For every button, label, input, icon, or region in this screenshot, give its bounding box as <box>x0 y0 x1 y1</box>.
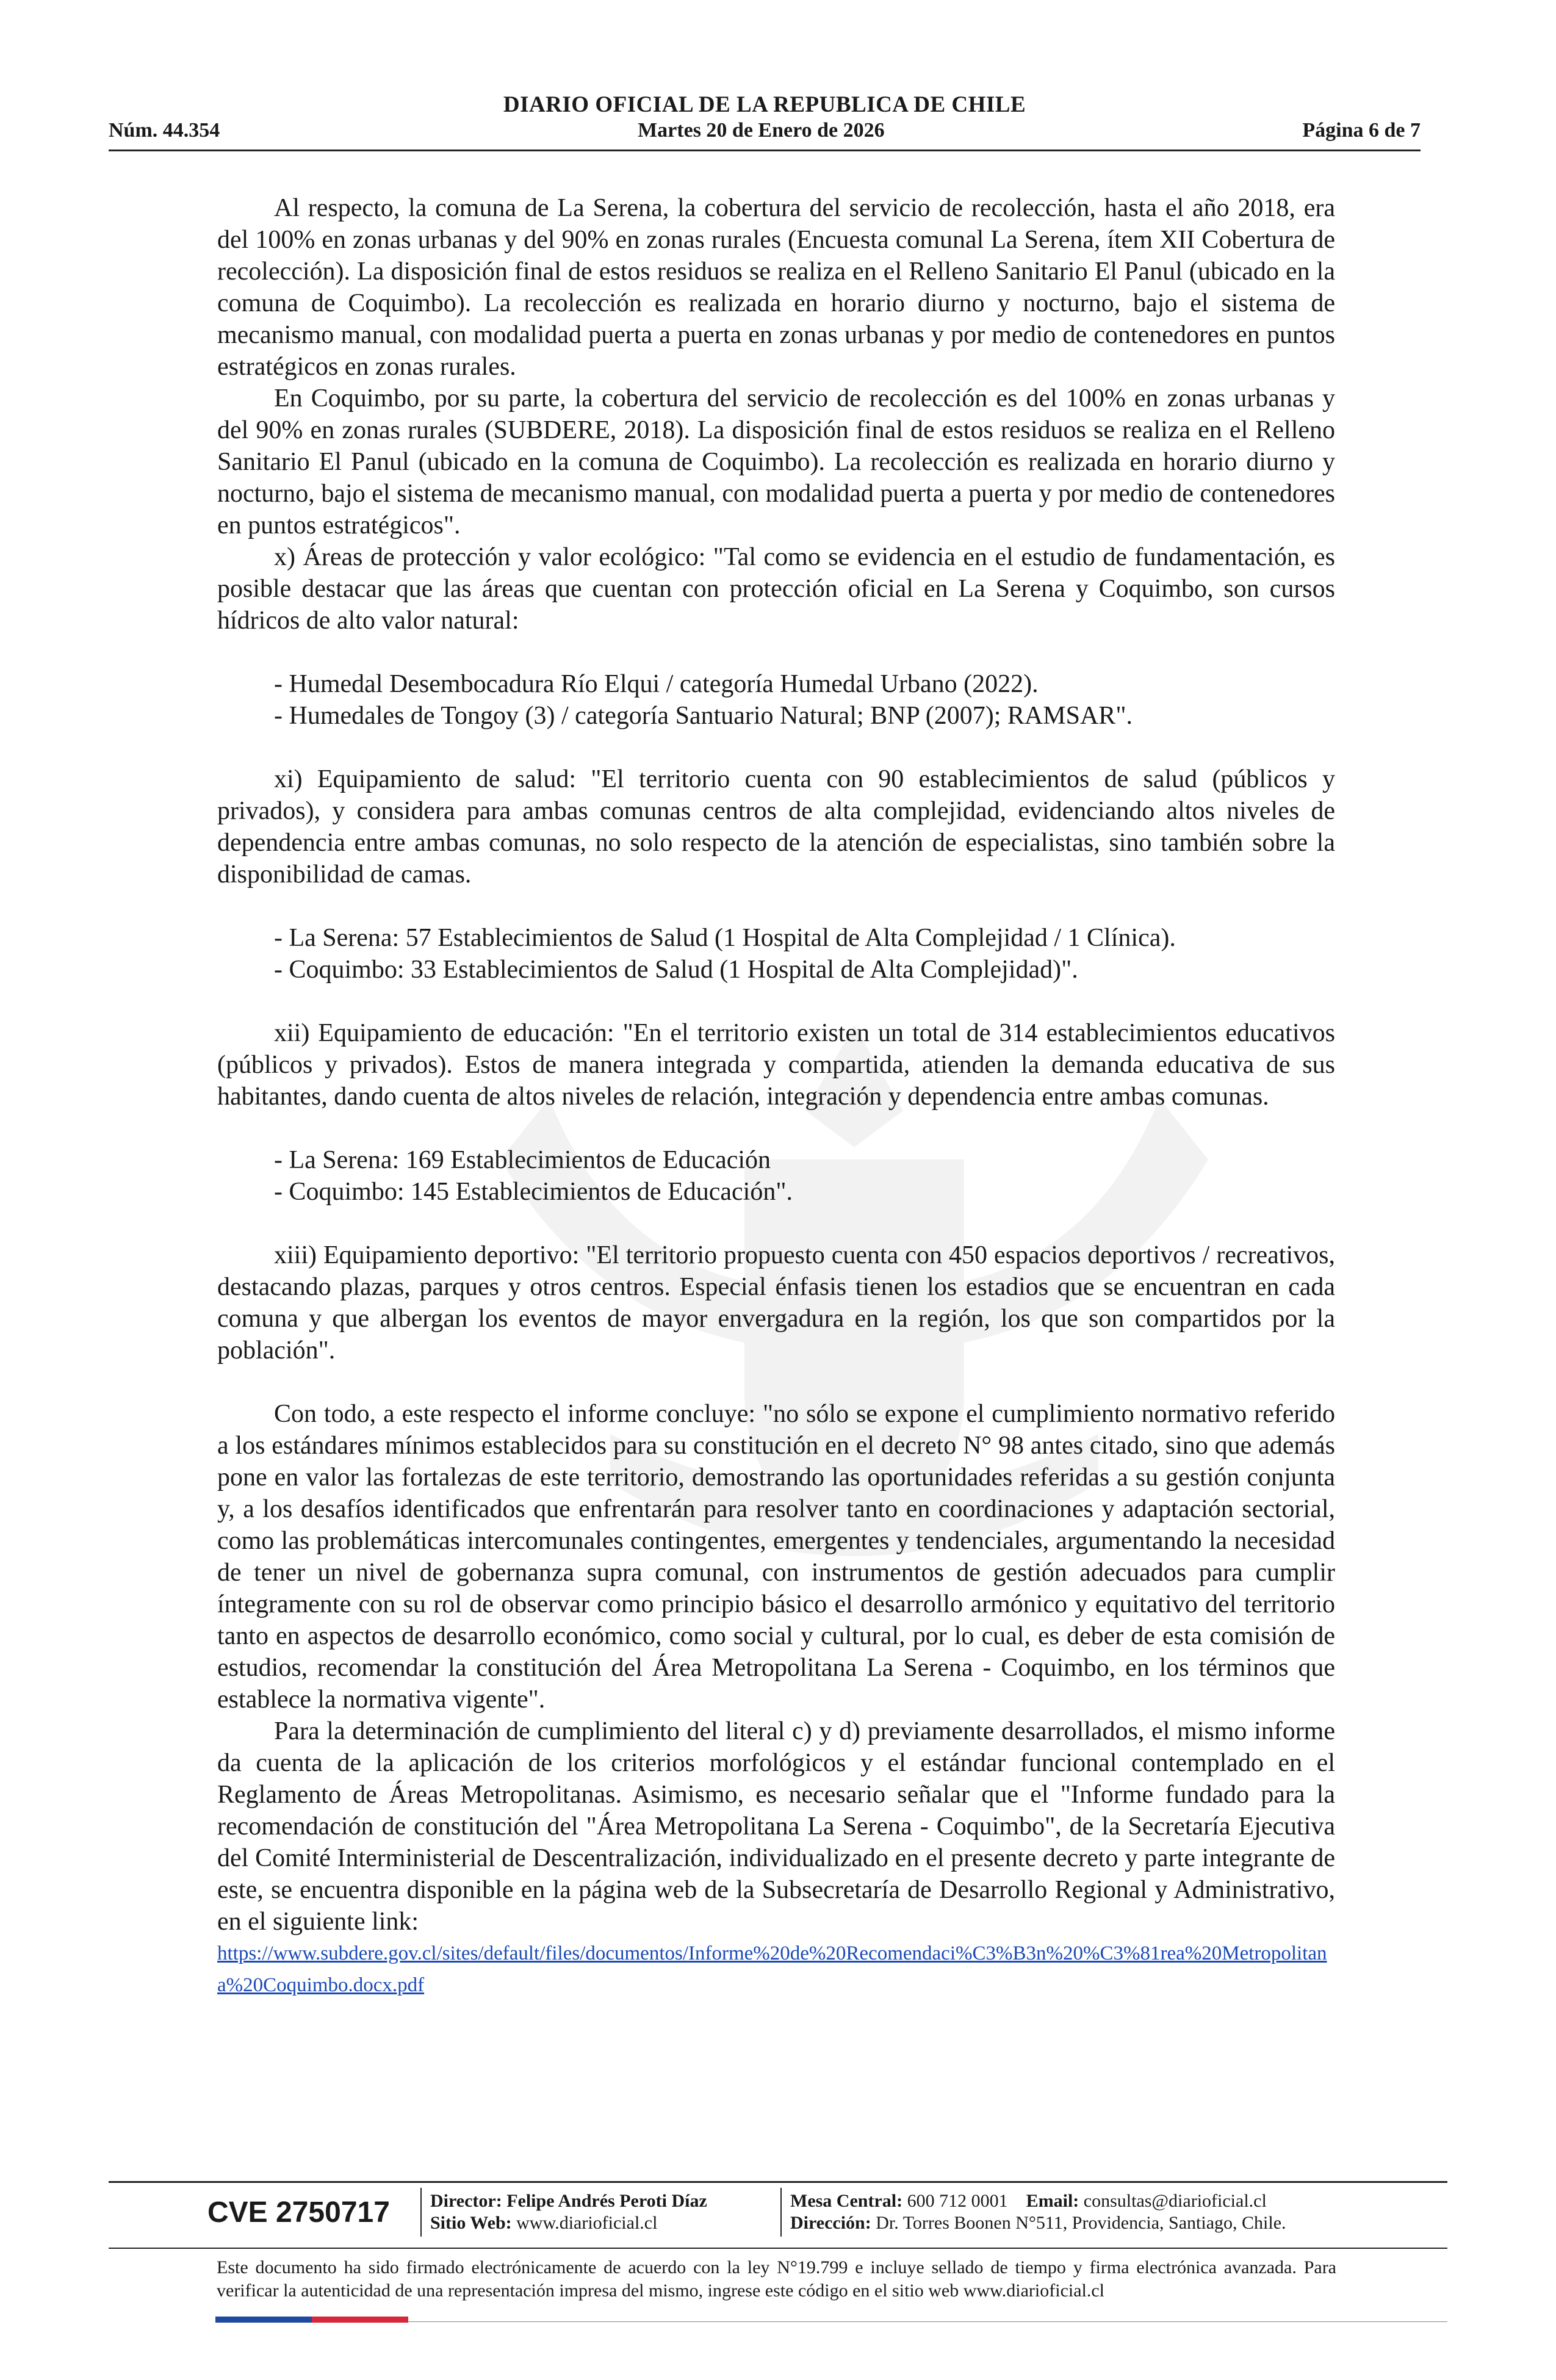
page-number: Página 6 de 7 <box>1302 119 1421 142</box>
footer-contact-block <box>790 2190 1447 2234</box>
footer-director-block <box>430 2190 772 2234</box>
email-address[interactable]: consultas@diarioficial.cl <box>1083 2191 1267 2211</box>
site-label: Sitio Web: <box>430 2213 512 2233</box>
footer-separator <box>420 2188 422 2237</box>
cve-code: CVE 2750717 <box>207 2196 390 2229</box>
director-name: Felipe Andrés Peroti Díaz <box>506 2191 707 2211</box>
paragraph: En Coquimbo, por su parte, la cobertura del servicio de recolección es del 100% en zonas urbanas y del 90% en zonas rurales (SUBDERE, 2018). La disposición final de estos residuos se realiza en el Relleno Sanitario El Panul (ubicado en la comuna de Coquimbo). La recolección es realizada en horario diurno y nocturno, bajo el sistema de mecanismo manual, con modalidad puerta a puerta y por medio de contenedores en puntos estratégicos". <box>217 384 1335 539</box>
header-divider <box>109 150 1421 151</box>
list-item: - Coquimbo: 145 Establecimientos de Educación". <box>274 1178 793 1206</box>
mesa-phone: 600 712 0001 <box>907 2191 1008 2211</box>
list-item: - La Serena: 169 Establecimientos de Educación <box>274 1146 771 1174</box>
list-item: - La Serena: 57 Establecimientos de Salud (1 Hospital de Alta Complejidad / 1 Clínica). <box>274 924 1176 952</box>
list-item: - Coquimbo: 33 Establecimientos de Salud (1 Hospital de Alta Complejidad)". <box>274 956 1078 984</box>
paragraph: Al respecto, la comuna de La Serena, la cobertura del servicio de recolección, hasta el año 2018, era del 100% en zonas urbanas y del 90% en zonas rurales (Encuesta comunal La Serena, ítem XII Cobertura de recolección). La disposición final de estos residuos se realiza en el Relleno Sanitario El Panul (ubicado en la comuna de Coquimbo). La recolección es realizada en horario diurno y nocturno, bajo el sistema de mecanismo manual, con modalidad puerta a puerta en zonas urbanas y por medio de contenedores en puntos estratégicos en zonas rurales. <box>217 194 1335 381</box>
report-link[interactable]: https://www.subdere.gov.cl/sites/default/files/documentos/Informe%20de%20Recomendaci%C3%B3n%20%C3%81rea%20Metropolitana%20Coquimbo.docx.pdf <box>217 1942 1327 1996</box>
newspaper-title: DIARIO OFICIAL DE LA REPUBLICA DE CHILE <box>503 92 1026 117</box>
signature-note: Este documento ha sido firmado electrónicamente de acuerdo con la ley N°19.799 e incluye sellado de tiempo y firma electrónica avanzada. Para verificar la autenticidad de una representación impresa del mismo, ingrese este código en el sitio web www.diarioficial.cl <box>217 2257 1336 2301</box>
paragraph: xii) Equipamiento de educación: "En el territorio existen un total de 314 establecimientos educativos (públicos y privados). Estos de manera integrada y compartida, atienden la demanda educativa de sus habitantes, dando cuenta de altos niveles de relación, integración y dependencia entre ambas comunas. <box>217 1019 1335 1111</box>
list-item: - Humedales de Tongoy (3) / categoría Santuario Natural; BNP (2007); RAMSAR". <box>274 702 1133 730</box>
address-text: Dr. Torres Boonen N°511, Providencia, Santiago, Chile. <box>876 2213 1286 2233</box>
footer-bottom-line <box>408 2321 1447 2322</box>
footer-divider <box>109 2248 1447 2249</box>
email-label: Email: <box>1026 2191 1079 2211</box>
footer-divider <box>109 2181 1447 2183</box>
paragraph: x) Áreas de protección y valor ecológico: "Tal como se evidencia en el estudio de fundamentación, es posible destacar que las áreas que cuentan con protección oficial en La Serena y Coquimbo, son cursos hídricos de alto valor natural: <box>217 543 1335 635</box>
mesa-label: Mesa Central: <box>790 2191 903 2211</box>
director-label: Director: <box>430 2191 502 2211</box>
address-label: Dirección: <box>790 2213 871 2233</box>
paragraph: xi) Equipamiento de salud: "El territorio cuenta con 90 establecimientos de salud (públicos y privados), y considera para ambas comunas centros de alta complejidad, evidenciando altos niveles de dependencia entre ambas comunas, no solo respecto de la atención de especialistas, sino también sobre la disponibilidad de camas. <box>217 765 1335 889</box>
page-header <box>109 92 1421 151</box>
issue-number: Núm. 44.354 <box>109 119 220 142</box>
footer-info <box>207 2188 1447 2237</box>
site-url[interactable]: www.diarioficial.cl <box>516 2213 658 2233</box>
document-body <box>217 192 1335 2001</box>
flag-red-segment <box>312 2317 408 2323</box>
footer-separator <box>780 2188 782 2237</box>
paragraph: Con todo, a este respecto el informe concluye: "no sólo se expone el cumplimiento normativo referido a los estándares mínimos establecidos para su constitución en el decreto N° 98 antes citado, sino que además pone en valor las fortalezas de este territorio, demostrando las oportunidades referidas a su gestión conjunta y, a los desafíos identificados que enfrentarán para resolver tanto en coordinaciones y adaptación sectorial, como las problemáticas intercomunales contingentes, emergentes y tendenciales, argumentando la necesidad de tener un nivel de gobernanza supra comunal, con instrumentos de gestión adecuados para cumplir íntegramente con su rol de observar como principio básico el desarrollo armónico y equitativo del territorio tanto en aspectos de desarrollo económico, como social y cultural, por lo cual, es deber de esta comisión de estudios, recomendar la constitución del Área Metropolitana La Serena - Coquimbo, en los términos que establece la normativa vigente". <box>217 1400 1335 1714</box>
flag-blue-segment <box>215 2317 312 2323</box>
paragraph: Para la determinación de cumplimiento del literal c) y d) previamente desarrollados, el mismo informe da cuenta de la aplicación de los criterios morfológicos y el estándar funcional contemplado en el Reglamento de Áreas Metropolitanas. Asimismo, es necesario señalar que el "Informe fundado para la recomendación de constitución del "Área Metropolitana La Serena - Coquimbo", de la Secretaría Ejecutiva del Comité Interministerial de Descentralización, individualizado en el presente decreto y parte integrante de este, se encuentra disponible en la página web de la Subsecretaría de Desarrollo Regional y Administrativo, en el siguiente link: <box>217 1717 1335 1936</box>
issue-date: Martes 20 de Enero de 2026 <box>638 119 885 142</box>
flag-stripe <box>215 2317 408 2323</box>
paragraph: xiii) Equipamiento deportivo: "El territorio propuesto cuenta con 450 espacios deportivos / recreativos, destacando plazas, parques y otros centros. Especial énfasis tienen los estadios que se encuentran en cada comuna y que albergan los eventos de mayor envergadura en la región, los que son compartidos por la población". <box>217 1241 1335 1365</box>
list-item: - Humedal Desembocadura Río Elqui / categoría Humedal Urbano (2022). <box>274 670 1039 698</box>
